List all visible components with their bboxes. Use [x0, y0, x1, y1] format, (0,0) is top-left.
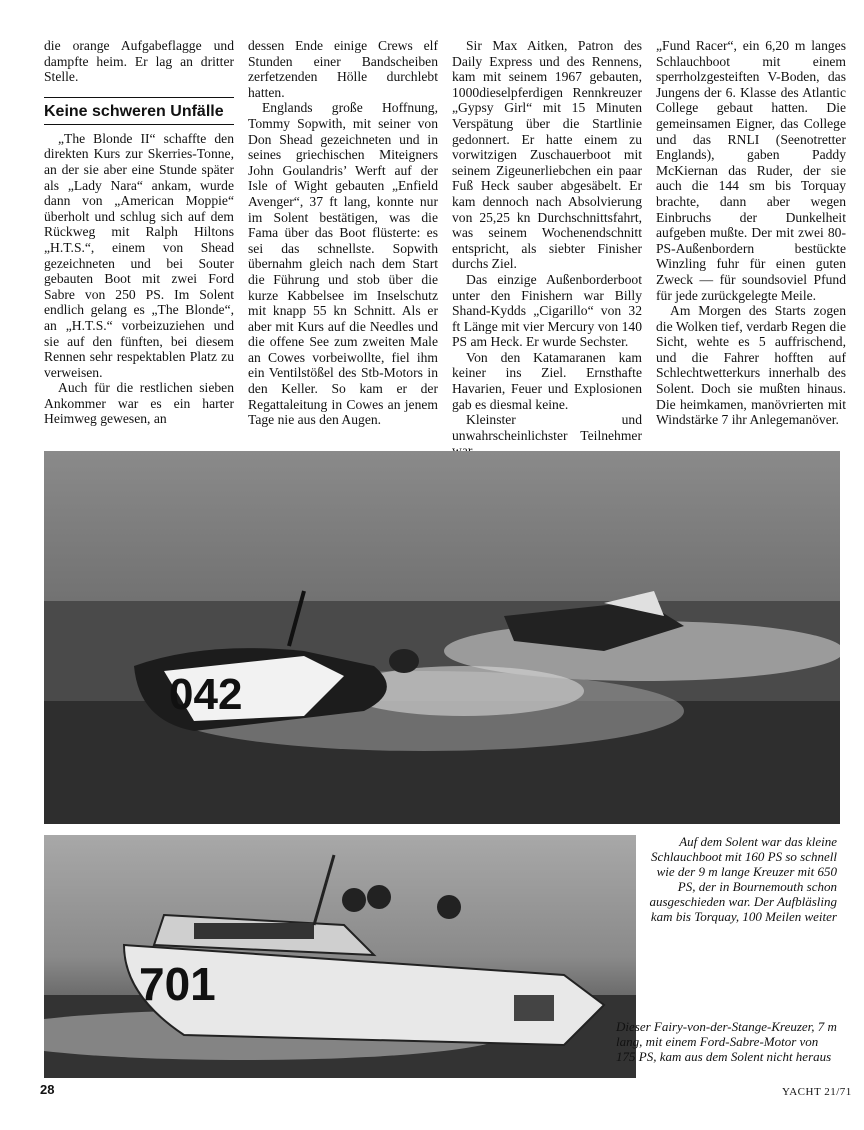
paragraph: Von den Katamaranen kam keiner ins Ziel. Ernsthafte Havarien, Feuer und Explosionen gab es diesmal keine. — [452, 349, 642, 412]
photo-caption-1: Auf dem Solent war das kleine Schlauchboot mit 160 PS so schnell wie der 9 m lange Kreuzer mit 650 PS, der in Bournemouth schon ausgeschieden war. Der Aufbläsling kam bis Torquay, 100 Meilen weiter — [649, 834, 837, 924]
page-number: 28 — [40, 1082, 55, 1097]
paragraph: „Fund Racer“, ein 6,20 m langes Schlauchboot mit einem sperrholzgesteiften V-Boden, das Jungens der 6. Klasse des Atlantic College gebaut hatten. Die gemeinsamen Eigner, das College und das RNLI (Seenotretter Englands), gaben Paddy McKiernan das Ruder, der sie auch die 144 sm bis Torquay brachte, dann aber wegen Einbruchs der Dunkelheit aufgeben mußte. Der mit zwei 80-PS-Außenbordern bestückte Winzling fuhr für einen guten Zweck — für soundsoviel Pfund für jede zurückgelegte Meile. — [656, 38, 846, 303]
paragraph: „The Blonde II“ schaffte den direkten Kurs zur Skerries-Tonne, an der sie aber eine Stunde später als „Lady Nara“ ankam, wurde dann von „American Moppie“ überholt und schlug sich auf dem Rückweg mit Ralph Hiltons „H.T.S.“, einem von Shead gezeichneten und bei Souter gebauten Boot mit zwei Ford Sabre von 250 PS. Im Solent endlich gelang es „The Blonde“, an „H.T.S.“ vorbeizuziehen und sie auf den fünften, bei diesem Rennen sehr respektablen Platz zu verweisen. — [44, 130, 234, 380]
paragraph: Sir Max Aitken, Patron des Daily Express und des Rennens, kam mit seinem 1967 gebauten, 1000dieselpferdigen Rennkreuzer „Gypsy Girl“ mit 15 Minuten Verspätung über die Startlinie gedonnert. Er hatte einem zu vorwitzigen Zuschauerboot mit seinem Zigeunerliebchen ein paar Fuß Heck sauber abgesäbelt. Er kam dennoch nach Absolvierung von 25,25 kn Durchschnittsfahrt, was seinem Wochenendschnitt entspricht, als siebter Finisher durchs Ziel. — [452, 38, 642, 272]
paragraph: Das einzige Außenborderboot unter den Finishern war Billy Shand-Kydds „Cigarillo“ von 32 ft Länge mit vier Mercury von 140 PS am Heck. Er wurde Sechster. — [452, 271, 642, 350]
photo-caption-2: Dieser Fairy-von-der-Stange-Kreuzer, 7 m lang, mit einem Ford-Sabre-Motor von 175 PS, kam aus dem Solent nicht heraus — [616, 1019, 837, 1064]
boat-number: 042 — [169, 670, 243, 719]
section-heading: Keine schweren Unfälle — [44, 97, 234, 125]
paragraph: Auch für die restlichen sieben Ankommer war es ein harter Heimweg gewesen, an — [44, 380, 234, 427]
text-column-3 — [452, 38, 642, 459]
paragraph: die orange Aufgabeflagge und dampfte heim. Er lag an dritter Stelle. — [44, 38, 234, 85]
photo-illustration — [44, 835, 636, 1078]
boat-number: 701 — [139, 958, 216, 1010]
footer-issue: YACHT 21/71 — [782, 1086, 852, 1098]
photo-inflatable-racing-boat — [44, 451, 840, 824]
text-column-2 — [248, 38, 438, 428]
text-column-1 — [44, 38, 234, 427]
paragraph: Englands große Hoffnung, Tommy Sopwith, mit seiner von Don Shead gezeichneten und in seines griechischen Miteigners John Goulandris’ Werft auf der Isle of Wight gebauten „Enfield Avenger“, 37 ft lang, konnte nur im Solent bestätigen, was die Fama über das Boot flüsterte: es sei das schnellste. Sopwith übernahm gleich nach dem Start die Führung und stob über die kurze Kabbelsee im Inselschutz mit knapp 55 kn Schnitt. Als er aber mit Kurs auf die Needles und die offene See zum zweiten Male an Cowes vorbeiwollte, fiel ihm ein Ventilstößel des Stb-Motors in den Keller. So kam er der Regattaleitung in Cowes an jenem Tage nie aus den Augen. — [248, 100, 438, 428]
photo-illustration — [44, 451, 840, 824]
text-column-4 — [656, 38, 846, 428]
paragraph: Am Morgen des Starts zogen die Wolken tief, verdarb Regen die Sicht, wehte es 5 auffrischend, und die Fahrer hofften auf Schlechtwetterkurs innerhalb des Solent. Doch sie mußten hinaus. Die heimkamen, manövrierten mit Windstärke 7 ihr Anlegemanöver. — [656, 303, 846, 428]
paragraph: dessen Ende einige Crews elf Stunden einer Bandscheiben zerfetzenden Hölle durchlebt hatten. — [248, 38, 438, 100]
paragraph: Kleinster und unwahrscheinlichster Teilnehmer — [452, 412, 642, 443]
photo-cruiser-boat — [44, 835, 636, 1078]
